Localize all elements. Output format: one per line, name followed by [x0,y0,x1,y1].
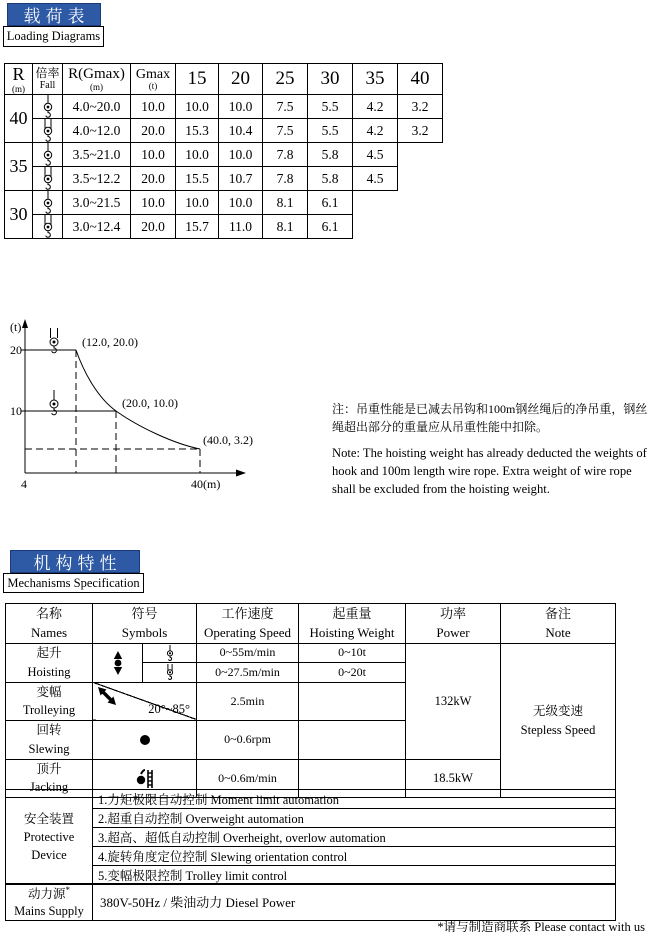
mains-value: 380V-50Hz / 柴油动力 Diesel Power [93,884,616,921]
hoisting-weight-1: 0~10t [299,644,406,663]
annotation-20-10: (20.0, 10.0) [122,396,178,410]
table-row [5,215,443,239]
empty-cell [299,721,406,760]
section-loading-title-en [3,26,104,47]
trolleying-name-cell: 变幅 Trolleying [6,682,93,721]
load-cell: 3.2 [398,95,443,119]
col-header-gmax: Gmax (t) [131,64,176,95]
double-fall-hook-icon [41,215,55,238]
empty-cell [353,191,398,215]
loading-title-cn-text: 载荷表 [23,7,90,26]
table-row [6,790,616,809]
empty-cell [353,215,398,239]
load-curve-chart [10,318,320,503]
load-cell: 6.1 [308,191,353,215]
note-english: Note: The hoisting weight has already deducted the weights of hook and 100m length wire rope. Extra weight of wire rope shall be excluded from the hoisting weight. [332,446,647,496]
double-fall-hook-icon [143,662,197,682]
table-row [6,884,616,921]
single-fall-hook-icon [41,143,55,166]
table-row [5,191,443,215]
col-header-20: 20 [219,64,263,95]
single-fall-hook-icon [33,143,63,167]
load-cell: 10.7 [219,167,263,191]
col-header-30: 30 [308,64,353,95]
ytick-10-label: 10 [10,404,22,418]
table-row [6,847,616,866]
x-origin-label: 4 [21,477,27,491]
diagonal-double-arrow-icon [97,686,117,706]
single-fall-hook-icon [41,191,55,214]
load-cell: 6.1 [308,215,353,239]
col-header-25: 25 [263,64,308,95]
y-axis-arrow-icon [22,319,28,328]
load-cell: 10.0 [219,95,263,119]
col-header-40: 40 [398,64,443,95]
load-cell: 8.1 [263,215,308,239]
load-cell: 10.0 [176,95,219,119]
double-fall-hook-icon [164,664,176,680]
jacking-hook-ladder-icon [136,767,154,789]
single-fall-hook-icon [164,645,176,661]
col-header-fall: 倍率 Fall [33,64,63,95]
empty-cell [299,682,406,721]
table-row [6,866,616,885]
power-main-cell: 132kW [406,644,501,760]
hoisting-speed-1: 0~55m/min [197,644,299,663]
load-cell: 5.5 [308,119,353,143]
empty-cell [398,143,443,167]
notes-block [332,400,650,499]
load-cell: 11.0 [219,215,263,239]
slewing-symbol-cell [93,721,197,760]
trolleying-symbol-cell [93,682,197,721]
protective-item: 5.变幅极限控制 Trolley limit control [93,866,616,885]
protective-item: 4.旋转角度定位控制 Slewing orientation control [93,847,616,866]
footer-contact-note: *请与制造商联系 Please contact with us [437,920,645,934]
range-cell: 4.0~20.0 [63,95,131,119]
col-header-symbols: 符号 Symbols [93,604,197,644]
table-row [5,167,443,191]
vertical-double-arrow-icon [112,651,124,675]
empty-cell [398,215,443,239]
load-cell: 10.0 [219,191,263,215]
load-cell: 10.4 [219,119,263,143]
double-fall-hook-icon [33,167,63,191]
jacking-speed: 0~0.6m/min [197,759,299,798]
radius-30-cell: 30 [5,191,33,239]
radius-40-cell: 40 [5,95,33,143]
col-header-names: 名称 Names [6,604,93,644]
protective-device-table [5,789,616,885]
double-fall-hook-icon [41,119,55,142]
hoisting-row-1 [6,644,616,663]
mech-title-en-text: Mechanisms Specification [7,575,140,590]
jacking-name-cell: 顶升 Jacking [6,759,93,798]
double-fall-hook-icon [33,119,63,143]
load-cell: 15.5 [176,167,219,191]
range-cell: 3.0~21.5 [63,191,131,215]
power-jacking-cell: 18.5kW [406,759,501,798]
slewing-speed: 0~0.6rpm [197,721,299,760]
single-fall-hook-icon [41,95,55,118]
loading-header-row [5,64,443,95]
col-header-rgmax: R(Gmax) (m) [63,64,131,95]
single-fall-hook-icon [143,644,197,663]
note-chinese: 注：吊重性能是已减去吊钩和100m钢丝绳后的净吊重，钢丝绳超出部分的重量应从吊重性能中扣除。 [332,402,648,434]
load-cell: 10.0 [176,191,219,215]
double-fall-hook-icon [33,215,63,239]
mains-name-cell: 动力源* Mains Supply [6,884,93,921]
hoisting-weight-2: 0~20t [299,662,406,682]
table-row [5,95,443,119]
loading-table [4,63,443,239]
load-cell: 15.3 [176,119,219,143]
mech-title-cn-text: 机构特性 [33,554,122,573]
load-cell: 5.8 [308,167,353,191]
section-loading-title-cn [7,3,101,26]
load-cell: 7.8 [263,143,308,167]
load-cell: 8.1 [263,191,308,215]
single-fall-hook-icon [33,95,63,119]
trolleying-speed: 2.5min [197,682,299,721]
table-row [5,143,443,167]
load-cell: 3.2 [398,119,443,143]
hoisting-speed-2: 0~27.5m/min [197,662,299,682]
col-header-power: 功率 Power [406,604,501,644]
load-cell: 15.7 [176,215,219,239]
range-cell: 3.0~12.4 [63,215,131,239]
protective-item: 1.力矩极限自动控制 Moment limit automation [93,790,616,809]
hoisting-symbol-cell [93,644,143,683]
empty-cell [398,191,443,215]
section-mech-title-en [3,573,144,593]
x-axis-arrow-icon [236,470,246,477]
double-fall-hook-icon [50,328,58,353]
load-cell: 10.0 [219,143,263,167]
hoisting-name-cell: 起升 Hoisting [6,644,93,683]
gmax-cell: 20.0 [131,119,176,143]
protective-name-cell: 安全装置 Protective Device [6,790,93,885]
load-cell: 7.8 [263,167,308,191]
slewing-name-cell: 回转 Slewing [6,721,93,760]
load-cell: 5.5 [308,95,353,119]
table-row [5,119,443,143]
annotation-12-20: (12.0, 20.0) [82,335,138,349]
empty-cell [398,167,443,191]
note-cell: 无级变速 Stepless Speed [501,644,616,798]
gmax-cell: 10.0 [131,191,176,215]
range-cell: 3.5~12.2 [63,167,131,191]
load-cell: 7.5 [263,119,308,143]
load-cell: 4.2 [353,119,398,143]
gmax-cell: 10.0 [131,143,176,167]
col-header-35: 35 [353,64,398,95]
protective-item: 2.超重自动控制 Overweight automation [93,809,616,828]
gmax-cell: 10.0 [131,95,176,119]
load-cell: 5.8 [308,143,353,167]
mech-header-row [6,604,616,644]
load-cell: 4.5 [353,167,398,191]
single-fall-hook-icon [33,191,63,215]
mains-supply-table [5,883,616,921]
load-cell: 4.2 [353,95,398,119]
col-header-speed: 工作速度 Operating Speed [197,604,299,644]
annotation-40-3.2: (40.0, 3.2) [203,433,253,447]
loading-title-en-text: Loading Diagrams [6,29,101,43]
col-header-15: 15 [176,64,219,95]
double-fall-hook-icon [41,167,55,190]
col-header-radius: R (m) [5,64,33,95]
range-cell: 3.5~21.0 [63,143,131,167]
trolley-angle-label: 20°~85° [148,702,190,716]
col-header-weight: 起重量 Hoisting Weight [299,604,406,644]
protective-item: 3.超高、超低自动控制 Overheight, overlow automation [93,828,616,847]
radius-35-cell: 35 [5,143,33,191]
load-cell: 4.5 [353,143,398,167]
table-row [6,809,616,828]
col-header-note: 备注 Note [501,604,616,644]
mains-asterisk: * [65,885,70,895]
range-cell: 4.0~12.0 [63,119,131,143]
mechanisms-table [5,603,616,798]
ytick-20-label: 20 [10,343,22,357]
table-row [6,828,616,847]
x-end-label: 40(m) [191,477,221,491]
gmax-cell: 20.0 [131,167,176,191]
y-unit-label: (t) [10,320,22,334]
load-cell: 7.5 [263,95,308,119]
load-cell: 10.0 [176,143,219,167]
filled-circle-icon [139,734,151,746]
section-mech-title-cn [10,550,140,573]
gmax-cell: 20.0 [131,215,176,239]
